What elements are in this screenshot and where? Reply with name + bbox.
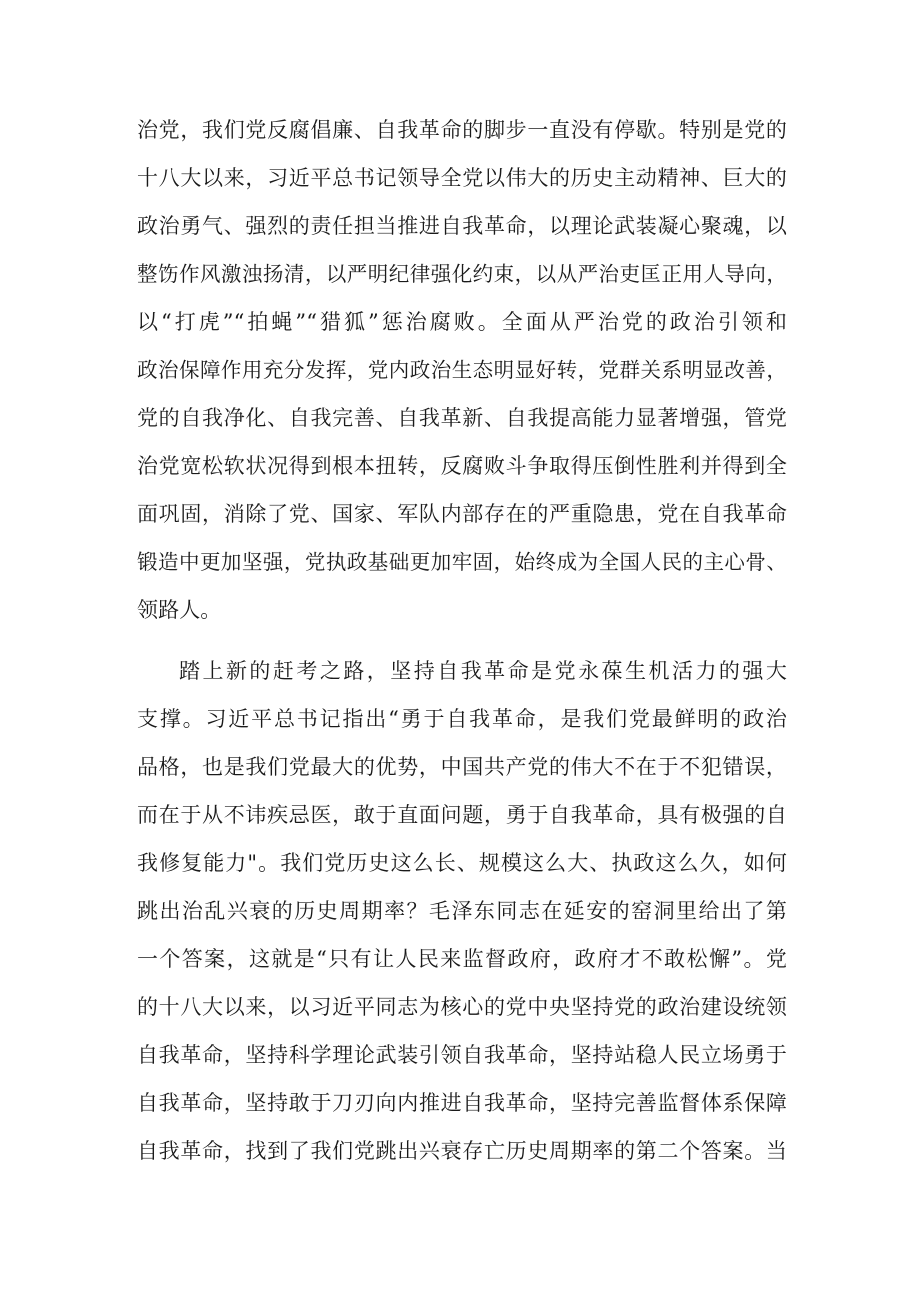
text-line: 领路人。 <box>137 598 222 622</box>
text-line: 治党，我们党反腐倡廉、自我革命的脚步一直没有停歇。特别是党的 <box>137 118 787 142</box>
text-line: 我修复能力"。我们党历史这么长、规模这么大、执政这么久，如何 <box>137 851 787 875</box>
text-line: 品格，也是我们党最大的优势，中国共产党的伟大不在于不犯错误， <box>137 755 787 779</box>
text-line: 十八大以来，习近平总书记领导全党以伟大的历史主动精神、巨大的 <box>137 166 787 190</box>
text-line: 锻造中更加坚强，党执政基础更加牢固，始终成为全国人民的主心骨、 <box>137 550 787 574</box>
text-line: 党的自我净化、自我完善、自我革新、自我提高能力显著增强，管党 <box>137 406 787 430</box>
text-line: 的十八大以来，以习近平同志为核心的党中央坚持党的政治建设统领 <box>137 995 787 1019</box>
text-line: 自我革命，坚持敢于刀刃向内推进自我革命，坚持完善监督体系保障 <box>137 1091 787 1115</box>
text-line: 政治勇气、强烈的责任担当推进自我革命，以理论武装凝心聚魂，以 <box>137 214 787 238</box>
text-line: 整饬作风激浊扬清，以严明纪律强化约束，以从严治吏匡正用人导向， <box>137 262 787 286</box>
text-line: 踏上新的赶考之路，坚持自我革命是党永葆生机活力的强大 <box>179 659 787 683</box>
text-line: 政治保障作用充分发挥，党内政治生态明显好转，党群关系明显改善， <box>137 358 787 382</box>
text-line: 支撑。习近平总书记指出“勇于自我革命，是我们党最鲜明的政治 <box>137 707 787 731</box>
text-line: 以“打虎”“拍蝇”“猎狐”惩治腐败。全面从严治党的政治引领和 <box>137 310 787 334</box>
text-line: 而在于从不讳疾忌医，敢于直面问题，勇于自我革命，具有极强的自 <box>137 803 787 827</box>
paragraph-2 <box>137 647 787 1175</box>
text-line: 自我革命，找到了我们党跳出兴衰存亡历史周期率的第二个答案。当 <box>137 1139 787 1163</box>
text-line: 跳出治乱兴衰的历史周期率？毛泽东同志在延安的窑洞里给出了第 <box>137 899 787 923</box>
paragraph-1 <box>137 106 787 634</box>
text-line: 一个答案，这就是“只有让人民来监督政府，政府才不敢松懈”。党 <box>137 947 787 971</box>
text-line: 治党宽松软状况得到根本扭转，反腐败斗争取得压倒性胜利并得到全 <box>137 454 787 478</box>
text-line: 面巩固，消除了党、国家、军队内部存在的严重隐患，党在自我革命 <box>137 502 787 526</box>
text-line: 自我革命，坚持科学理论武装引领自我革命，坚持站稳人民立场勇于 <box>137 1043 787 1067</box>
